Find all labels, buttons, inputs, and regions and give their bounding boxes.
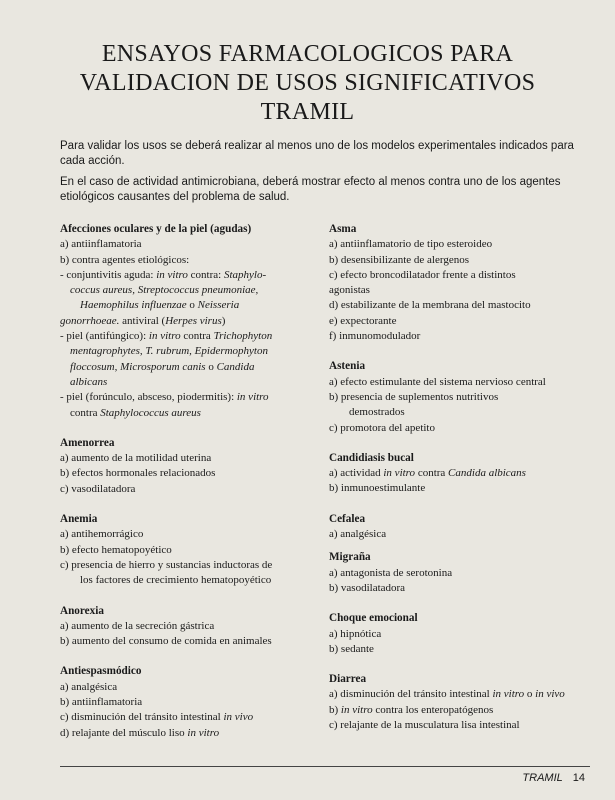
section-title: Afecciones oculares y de la piel (agudas) <box>60 223 252 235</box>
list-item: - conjuntivitis aguda: in vitro contra: Staphylo- <box>60 268 267 281</box>
section-afecciones <box>60 222 325 421</box>
section-title: Diarrea <box>329 673 367 686</box>
section-title: Antiespasmódico <box>60 665 142 678</box>
list-item: a) efecto estimulante del sistema nervioso central <box>329 375 546 388</box>
list-item: b) vasodilatadora <box>329 581 406 594</box>
list-item: a) antiinflamatorio de tipo esteroideo <box>329 238 493 251</box>
list-item: b) presencia de suplementos nutritivos <box>329 390 499 403</box>
footer-divider <box>60 766 590 767</box>
list-item: a) analgésica <box>60 680 118 693</box>
title-line-3: TRAMIL <box>260 99 355 125</box>
section-title: Astenia <box>329 360 366 373</box>
list-item: a) actividad in vitro contra Candida albicans <box>329 467 526 480</box>
section-cefalea <box>329 512 594 543</box>
list-item: - piel (forúnculo, absceso, piodermitis): in vitro <box>60 391 269 404</box>
title-line-2: VALIDACION DE USOS SIGNIFICATIVOS <box>79 70 536 96</box>
list-item: a) antagonista de serotonina <box>329 566 453 579</box>
section-astenia <box>329 359 594 435</box>
list-item: a) aumento de la motilidad uterina <box>60 452 212 465</box>
right-column <box>329 222 594 748</box>
section-title: Anorexia <box>60 604 104 617</box>
section-antiespasmodico <box>60 664 325 740</box>
list-item: - piel (antifúngico): in vitro contra Trichophyton <box>60 330 273 343</box>
list-item: b) in vitro contra los enteropatógenos <box>329 703 494 716</box>
list-item: b) desensibilizante de alergenos <box>329 253 469 266</box>
list-item: b) inmunoestimulante <box>329 482 426 495</box>
list-item: d) relajante del músculo liso in vitro <box>60 726 220 739</box>
list-item: albicans <box>70 375 108 388</box>
section-choque <box>329 611 594 657</box>
list-item: b) efecto hematopoyético <box>60 543 172 556</box>
section-amenorrea <box>60 436 325 497</box>
list-item: a) disminución del tránsito intestinal in vitro o in vivo <box>329 688 565 701</box>
list-item: gonorrhoeae. antiviral (Herpes virus) <box>60 314 226 327</box>
list-item: a) hipnótica <box>329 627 382 640</box>
list-item: demostrados <box>349 406 405 419</box>
section-candidiasis <box>329 451 594 497</box>
footer-label: TRAMIL <box>522 772 563 784</box>
list-item: mentagrophytes, T. rubrum, Epidermophyton <box>70 345 268 358</box>
list-item: b) contra agentes etiológicos: <box>60 253 190 266</box>
list-item: a) antihemorrágico <box>60 528 144 541</box>
list-item: floccosum, Microsporum canis o Candida <box>70 360 255 373</box>
section-title: Amenorrea <box>60 436 115 449</box>
list-item: e) expectorante <box>329 314 397 327</box>
list-item: contra Staphylococcus aureus <box>70 406 201 419</box>
section-diarrea <box>329 672 594 733</box>
intro-paragraph-2: En el caso de actividad antimicrobiana, deberá mostrar efecto al menos contra uno de los agentes etiológicos causantes del problema de salud. <box>60 176 561 203</box>
list-item: a) analgésica <box>329 528 387 541</box>
list-item: f) inmunomodulador <box>329 330 421 343</box>
section-asma <box>329 222 594 344</box>
title-line-1: ENSAYOS FARMACOLOGICOS PARA <box>101 41 514 67</box>
list-item: a) antiinflamatoria <box>60 238 142 251</box>
list-item: b) sedante <box>329 642 374 655</box>
list-item: b) aumento del consumo de comida en animales <box>60 635 272 648</box>
list-item: Haemophilus influenzae o Neisseria <box>80 299 240 312</box>
list-item: c) promotora del apetito <box>329 421 435 434</box>
list-item: c) vasodilatadora <box>60 482 136 495</box>
list-item: c) efecto broncodilatador frente a distintos <box>329 268 516 281</box>
section-title: Anemia <box>60 513 98 526</box>
intro-paragraph-1: Para validar los usos se deberá realizar al menos uno de los modelos experimentales indicados para cada acción. <box>60 140 574 167</box>
section-title: Cefalea <box>329 512 366 525</box>
page-footer <box>522 772 585 784</box>
page-title <box>40 40 575 127</box>
list-item: agonistas <box>329 284 370 297</box>
list-item: c) presencia de hierro y sustancias inductoras de <box>60 558 273 571</box>
list-item: los factores de crecimiento hematopoyético <box>80 574 272 587</box>
section-anorexia <box>60 604 325 650</box>
list-item: coccus aureus, Streptococcus pneumoniae, <box>70 284 259 297</box>
section-title: Choque emocional <box>329 612 418 625</box>
section-anemia <box>60 512 325 588</box>
left-column <box>60 222 325 756</box>
list-item: c) disminución del tránsito intestinal in vivo <box>60 711 254 724</box>
page-number: 14 <box>572 772 585 784</box>
section-title: Migraña <box>329 551 371 564</box>
list-item: a) aumento de la secreción gástrica <box>60 619 215 632</box>
section-migrana <box>329 550 594 596</box>
section-title: Candidiasis bucal <box>329 451 414 464</box>
section-title: Asma <box>329 223 357 235</box>
list-item: b) efectos hormonales relacionados <box>60 467 216 480</box>
list-item: b) antiinflamatoria <box>60 696 143 709</box>
list-item: c) relajante de la musculatura lisa intestinal <box>329 719 520 732</box>
list-item: d) estabilizante de la membrana del mastocito <box>329 299 531 312</box>
